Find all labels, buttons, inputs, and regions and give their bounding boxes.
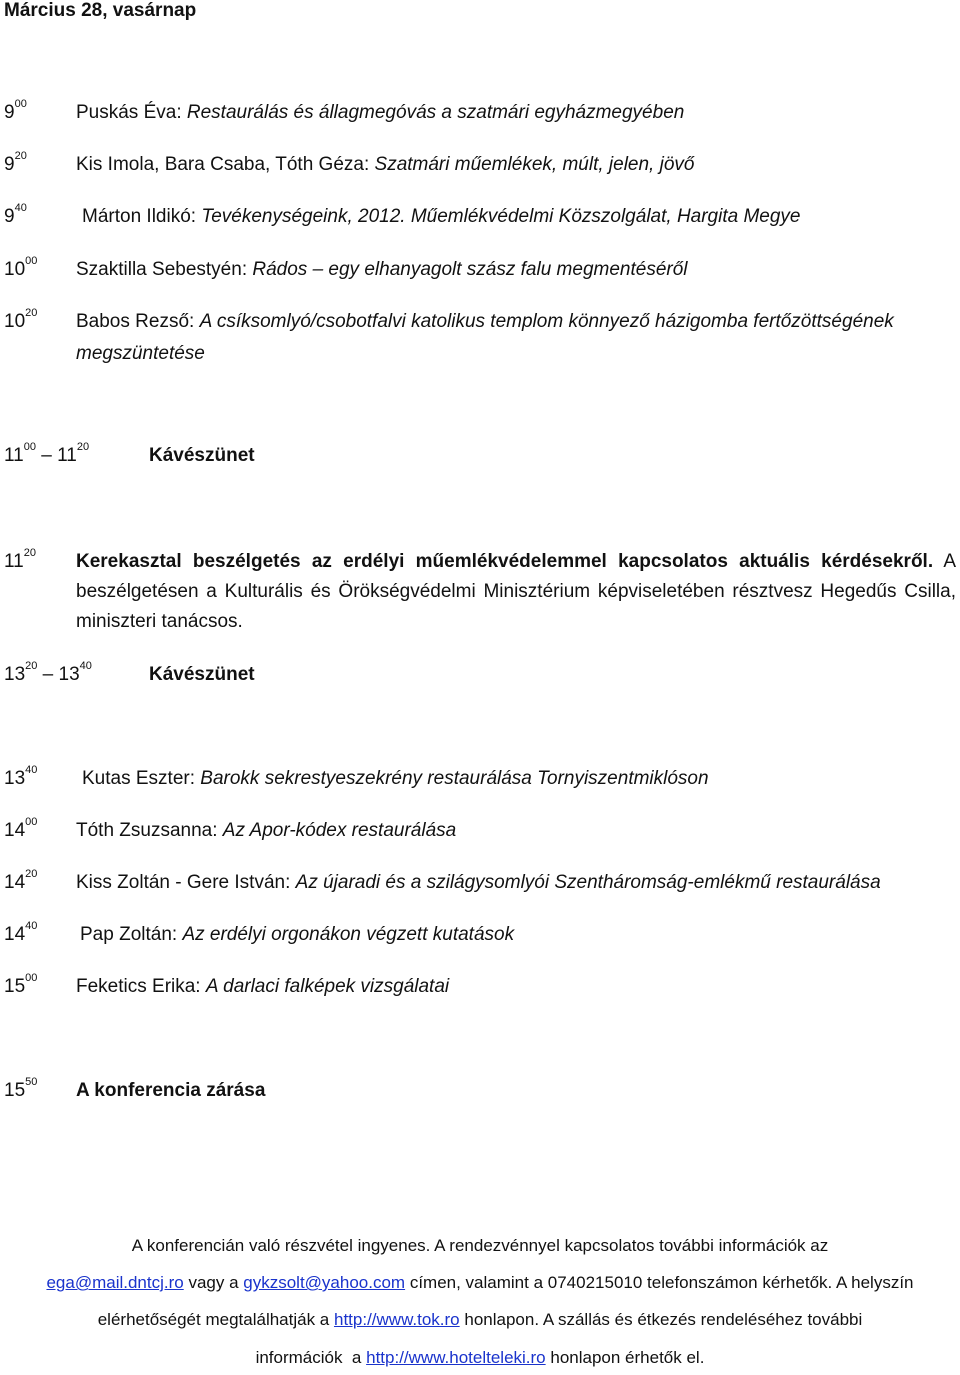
email-link-ega[interactable]: ega@mail.dntcj.ro: [46, 1273, 184, 1292]
talk: [76, 819, 456, 843]
footer-line-4: [0, 1348, 960, 1368]
talk: [82, 767, 709, 791]
speaker: Kutas Eszter:: [82, 768, 201, 789]
talk: [76, 310, 894, 334]
footer-text: elérhetőségét megtalálhatják a: [97, 1310, 334, 1329]
talk-title: Szatmári műemlékek, múlt, jelen, jövő: [374, 154, 695, 175]
time-label: $10^{00}$: [4, 255, 38, 280]
page-title: Március 28, vasárnap: [4, 0, 197, 21]
talk: [82, 205, 801, 229]
schedule-item: [0, 920, 960, 947]
time-label: $9^{40}$: [4, 202, 27, 227]
footer-text: címen, valamint a 0740215010 telefonszámon kérhetők. A helyszín: [405, 1273, 914, 1292]
schedule-item: [0, 972, 960, 999]
roundtable-title: Kerekasztal beszélgetés az erdélyi műemlékvédelemmel kapcsolatos aktuális kérdésekről.: [76, 551, 934, 572]
time-label: $9^{20}$: [4, 150, 27, 175]
coffee-break: [0, 441, 960, 468]
schedule-item: [0, 307, 960, 334]
tok-link[interactable]: http://www.tok.ro: [333, 1310, 460, 1329]
closing-label: A konferencia zárása: [76, 1080, 266, 1101]
footer-text: honlapon érhetők el.: [545, 1348, 705, 1367]
time-range: $11^{00} - 11^{20}$: [4, 441, 90, 466]
speaker: Kis Imola, Bara Csaba, Tóth Géza:: [76, 154, 375, 175]
speaker: Márton Ildikó:: [82, 206, 202, 227]
speaker: Kiss Zoltán - Gere István:: [76, 872, 296, 893]
talk-title: Rádos – egy elhanyagolt szász falu megmentéséről: [252, 259, 688, 280]
talk-title: A darlaci falképek vizsgálatai: [205, 976, 450, 997]
footer-line-3: [0, 1310, 960, 1330]
schedule-item: [0, 764, 960, 791]
time-label: $11^{20}$: [4, 547, 36, 572]
speaker: Babos Rezső:: [76, 311, 200, 332]
talk-title: Az újaradi és a szilágysomlyói Szentháromság-emlékmű restaurálása: [295, 872, 881, 893]
schedule-item: [0, 98, 960, 125]
talk: [76, 101, 684, 125]
time-label: $9^{00}$: [4, 98, 27, 123]
speaker: Feketics Erika:: [76, 976, 206, 997]
footer-text: vagy a: [183, 1273, 244, 1292]
coffee-break: [0, 660, 960, 687]
time-label: $15^{50}$: [4, 1076, 38, 1101]
schedule-item: [0, 816, 960, 843]
time-label: $13^{40}$: [4, 764, 38, 789]
schedule-item: [0, 150, 960, 177]
footer-line-2: [0, 1273, 960, 1293]
schedule-item: [0, 255, 960, 282]
time-label: $10^{20}$: [4, 307, 38, 332]
footer-text: honlapon. A szállás és étkezés rendeléséhez további: [459, 1310, 863, 1329]
talk: [80, 923, 514, 947]
talk: [76, 153, 694, 177]
hotelteleki-link[interactable]: http://www.hotelteleki.ro: [366, 1348, 546, 1367]
speaker: Tóth Zsuzsanna:: [76, 820, 223, 841]
time-label: $14^{20}$: [4, 868, 38, 893]
schedule-item: [0, 868, 960, 895]
speaker: Pap Zoltán:: [80, 924, 183, 945]
speaker: Szaktilla Sebestyén:: [76, 259, 253, 280]
talk-title: Az erdélyi orgonákon végzett kutatások: [182, 924, 515, 945]
talk-title-line2: megszüntetése: [76, 343, 205, 364]
talk: [76, 871, 881, 895]
schedule-item: [0, 202, 960, 229]
talk-title: Tevékenységeink, 2012. Műemlékvédelmi Közszolgálat, Hargita Megye: [201, 206, 801, 227]
talk-title: Barokk sekrestyeszekrény restaurálása Tornyiszentmiklóson: [200, 768, 709, 789]
talk-title: Az Apor-kódex restaurálása: [222, 820, 457, 841]
time-label: $14^{40}$: [4, 920, 38, 945]
break-label: Kávészünet: [149, 445, 255, 466]
time-label: $15^{00}$: [4, 972, 38, 997]
footer-line-1: A konferencián való részvétel ingyenes. A rendezvénnyel kapcsolatos további információk az: [131, 1236, 829, 1255]
talk: [76, 975, 449, 999]
roundtable-description: [76, 547, 956, 637]
time-label: $14^{00}$: [4, 816, 38, 841]
talk-title: A csíksomlyó/csobotfalvi katolikus templom könnyező házigomba fertőzöttségének: [199, 311, 894, 332]
talk-title: Restaurálás és állagmegóvás a szatmári egyházmegyében: [186, 102, 685, 123]
speaker: Puskás Éva:: [76, 102, 187, 123]
talk: [76, 258, 688, 282]
roundtable-text: A beszélgetésen a Kulturális és Örökségvédelmi Minisztérium képviseletében résztvesz Hegedűs Csilla, miniszteri tanácsos.: [76, 551, 956, 632]
talk-title-continued: [0, 342, 960, 366]
schedule-item: [0, 1076, 960, 1103]
break-label: Kávészünet: [149, 664, 255, 685]
time-range: $13^{20} - 13^{40}$: [4, 660, 92, 685]
footer-text: információk a: [255, 1348, 367, 1367]
email-link-gykzsolt[interactable]: gykzsolt@yahoo.com: [243, 1273, 406, 1292]
